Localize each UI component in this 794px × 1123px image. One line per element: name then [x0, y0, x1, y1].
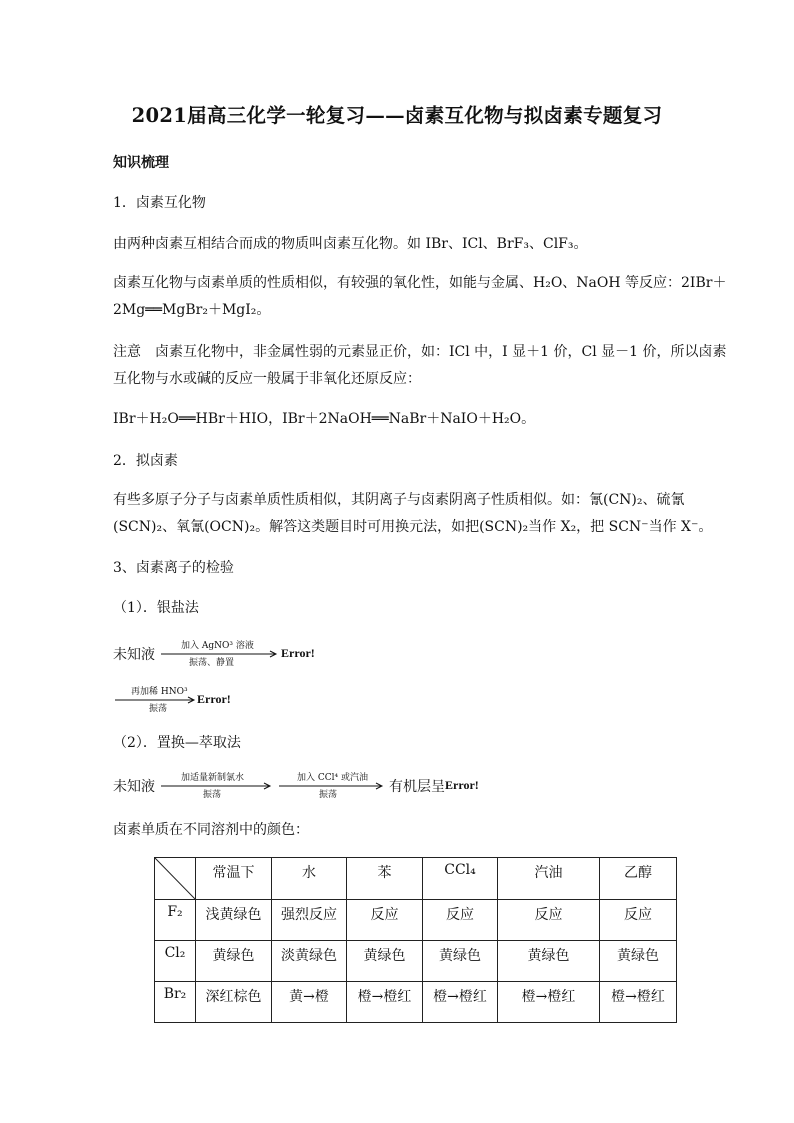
error-field: Error! — [281, 646, 315, 660]
table-cell: 反应 — [600, 900, 677, 941]
table-cell: 黄→橙 — [272, 982, 347, 1023]
table-cell: 黄绿色 — [423, 941, 498, 982]
arrow-bottom-label: 振荡 — [319, 790, 338, 800]
table-cell: 淡黄绿色 — [272, 941, 347, 982]
arrow-top-label: 加入 CCl⁴ 或汽油 — [297, 773, 368, 783]
unknown-solution-label: 未知液 — [113, 779, 155, 795]
s2-heading: 2．拟卤素 — [113, 453, 178, 469]
arrow-bottom-label: 振荡 — [149, 704, 168, 714]
method2-heading: （2）．置换—萃取法 — [113, 735, 241, 751]
arrow-top-label: 加入 AgNO³ 溶液 — [181, 641, 254, 651]
reaction-arrow — [113, 686, 197, 714]
row-label-cell: Br₂ — [155, 982, 196, 1023]
table-cell: 反应 — [423, 900, 498, 941]
arrow-bottom-label: 振荡、静置 — [189, 658, 235, 668]
table-header-cell: 乙醇 — [600, 858, 677, 900]
error-field: Error! — [197, 692, 231, 706]
table-row — [155, 941, 677, 982]
table-header-cell: 水 — [272, 858, 347, 900]
arrow-top-label: 再加稀 HNO³ — [131, 687, 188, 697]
table-cell: 黄绿色 — [498, 941, 600, 982]
s3-heading: 3、卤素离子的检验 — [113, 560, 234, 576]
s2-line1: 有些多原子分子与卤素单质性质相似，其阴离子与卤素阴离子性质相似。如：氰(CN)₂、硫氰 — [113, 492, 685, 508]
table-cell: 橙→橙红 — [600, 982, 677, 1023]
reaction-arrow — [277, 772, 387, 800]
method2-flow — [113, 772, 533, 800]
table-header-row — [155, 858, 677, 900]
section-heading: 知识梳理 — [113, 155, 169, 171]
table-row — [155, 900, 677, 941]
table-header-cell: 汽油 — [498, 858, 600, 900]
table-cell: 橙→橙红 — [347, 982, 423, 1023]
table-cell: 浅黄绿色 — [196, 900, 272, 941]
halogen-color-table — [154, 857, 677, 1023]
s1-equation: IBr＋H₂O══HBr＋HIO，IBr＋2NaOH══NaBr＋NaIO＋H₂O。 — [113, 411, 536, 427]
method1-heading: （1）．银盐法 — [113, 600, 199, 616]
arrow-bottom-label: 振荡 — [203, 790, 222, 800]
error-field: Error! — [445, 778, 479, 792]
table-cell: 橙→橙红 — [498, 982, 600, 1023]
result-prefix: 有机层呈 — [389, 779, 445, 795]
table-cell: 黄绿色 — [196, 941, 272, 982]
table-cell: 反应 — [498, 900, 600, 941]
diagonal-divider-icon — [155, 858, 195, 899]
arrow-top-label: 加适量新制氯水 — [181, 773, 245, 783]
table-header-cell: 苯 — [347, 858, 423, 900]
reaction-arrow — [159, 640, 281, 668]
table-cell: 反应 — [347, 900, 423, 941]
table-cell: 黄绿色 — [347, 941, 423, 982]
table-cell: 橙→橙红 — [423, 982, 498, 1023]
table-caption: 卤素单质在不同溶剂中的颜色： — [113, 822, 309, 838]
s1-definition: 由两种卤素互相结合而成的物质叫卤素互化物。如 IBr、ICl、BrF₃、ClF₃。 — [113, 236, 588, 252]
s1-note-line2: 互化物与水或碱的反应一般属于非氧化还原反应： — [113, 371, 421, 387]
table-cell: 深红棕色 — [196, 982, 272, 1023]
s1-property-line2: 2Mg══MgBr₂＋MgI₂。 — [113, 302, 271, 318]
row-label-cell: Cl₂ — [155, 941, 196, 982]
s1-heading: 1．卤素互化物 — [113, 195, 206, 211]
row-label-cell: F₂ — [155, 900, 196, 941]
s1-property-line1: 卤素互化物与卤素单质的性质相似，有较强的氧化性，如能与金属、H₂O、NaOH 等反应：2IBr＋ — [113, 275, 727, 291]
method1-flow-row1 — [113, 640, 513, 668]
table-corner-cell — [155, 858, 196, 900]
method1-flow-row2 — [113, 686, 313, 714]
unknown-solution-label: 未知液 — [113, 647, 155, 663]
table-cell: 黄绿色 — [600, 941, 677, 982]
s2-line2: (SCN)₂、氧氰(OCN)₂。解答这类题目时可用换元法，如把(SCN)₂当作 X₂，把 SCN⁻当作 X⁻。 — [113, 519, 713, 535]
table-header-cell: 常温下 — [196, 858, 272, 900]
page-title: 2021届高三化学一轮复习——卤素互化物与拟卤素专题复习 — [131, 104, 663, 127]
table-cell: 强烈反应 — [272, 900, 347, 941]
s1-note-line1: 注意 卤素互化物中，非金属性弱的元素显正价，如：ICl 中，I 显＋1 价，Cl 显－1 价，所以卤素 — [113, 344, 727, 360]
reaction-arrow — [159, 772, 275, 800]
table-row — [155, 982, 677, 1023]
table-header-cell: CCl₄ — [423, 858, 498, 900]
